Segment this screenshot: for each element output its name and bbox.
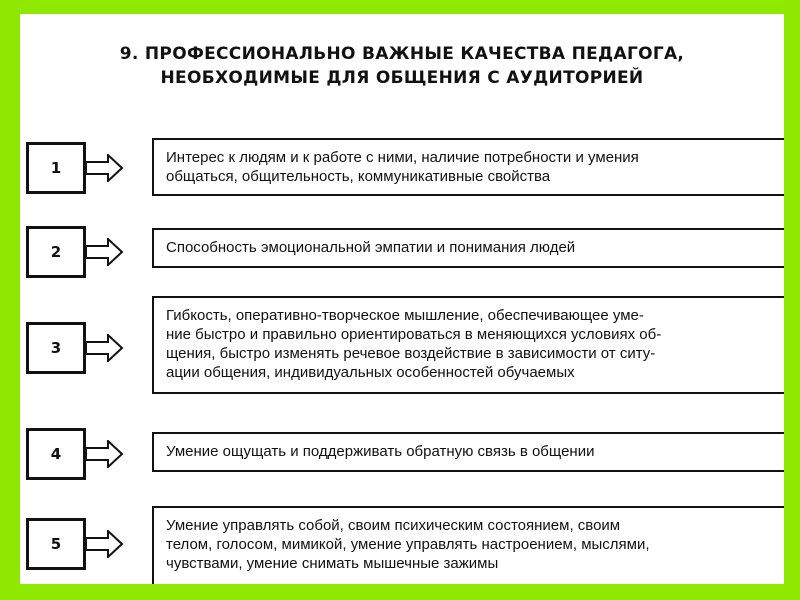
title-line: НЕОБХОДИМЫЕ ДЛЯ ОБЩЕНИЯ С АУДИТОРИЕЙ (160, 68, 644, 88)
number-box-5: 5 (26, 518, 86, 570)
quality-text-line: Умение управлять собой, своим психическим состоянием, своим (166, 517, 621, 534)
quality-text-line: Умение ощущать и поддерживать обратную связь в общении (166, 443, 595, 460)
arrow-right-icon (84, 334, 124, 362)
quality-text-line: чувствами, умение снимать мышечные зажимы (166, 555, 499, 572)
quality-text-line: Гибкость, оперативно-творческое мышление, обеспечивающее уме- (166, 307, 644, 324)
arrow-right-icon (84, 154, 124, 182)
quality-text-line: Способность эмоциональной эмпатии и понимания людей (166, 239, 576, 256)
title-line: 9. ПРОФЕССИОНАЛЬНО ВАЖНЫЕ КАЧЕСТВА ПЕДАГОГА, (119, 44, 685, 64)
quality-text-line: телом, голосом, мимикой, умение управлять настроением, мыслями, (166, 536, 650, 553)
number-box-4: 4 (26, 428, 86, 480)
slide-page (20, 14, 784, 584)
number-box-2: 2 (26, 226, 86, 278)
quality-text-line: ации общения, индивидуальных особенностей обучаемых (166, 364, 575, 381)
arrow-right-icon (84, 238, 124, 266)
quality-box-4 (152, 432, 784, 472)
quality-text-line: щения, быстро изменять речевое воздействие в зависимости от ситу- (166, 345, 656, 362)
number-box-1: 1 (26, 142, 86, 194)
quality-box-1 (152, 138, 784, 196)
quality-text-line: Интерес к людям и к работе с ними, наличие потребности и умения (166, 149, 639, 166)
number-box-3: 3 (26, 322, 86, 374)
quality-box-5 (152, 506, 784, 584)
quality-box-2 (152, 228, 784, 268)
arrow-right-icon (84, 530, 124, 558)
quality-box-3 (152, 296, 784, 394)
quality-text-line: общаться, общительность, коммуникативные свойства (166, 168, 551, 185)
arrow-right-icon (84, 440, 124, 468)
quality-text-line: ние быстро и правильно ориентироваться в меняющихся условиях об- (166, 326, 662, 343)
diagram-title (20, 42, 784, 90)
